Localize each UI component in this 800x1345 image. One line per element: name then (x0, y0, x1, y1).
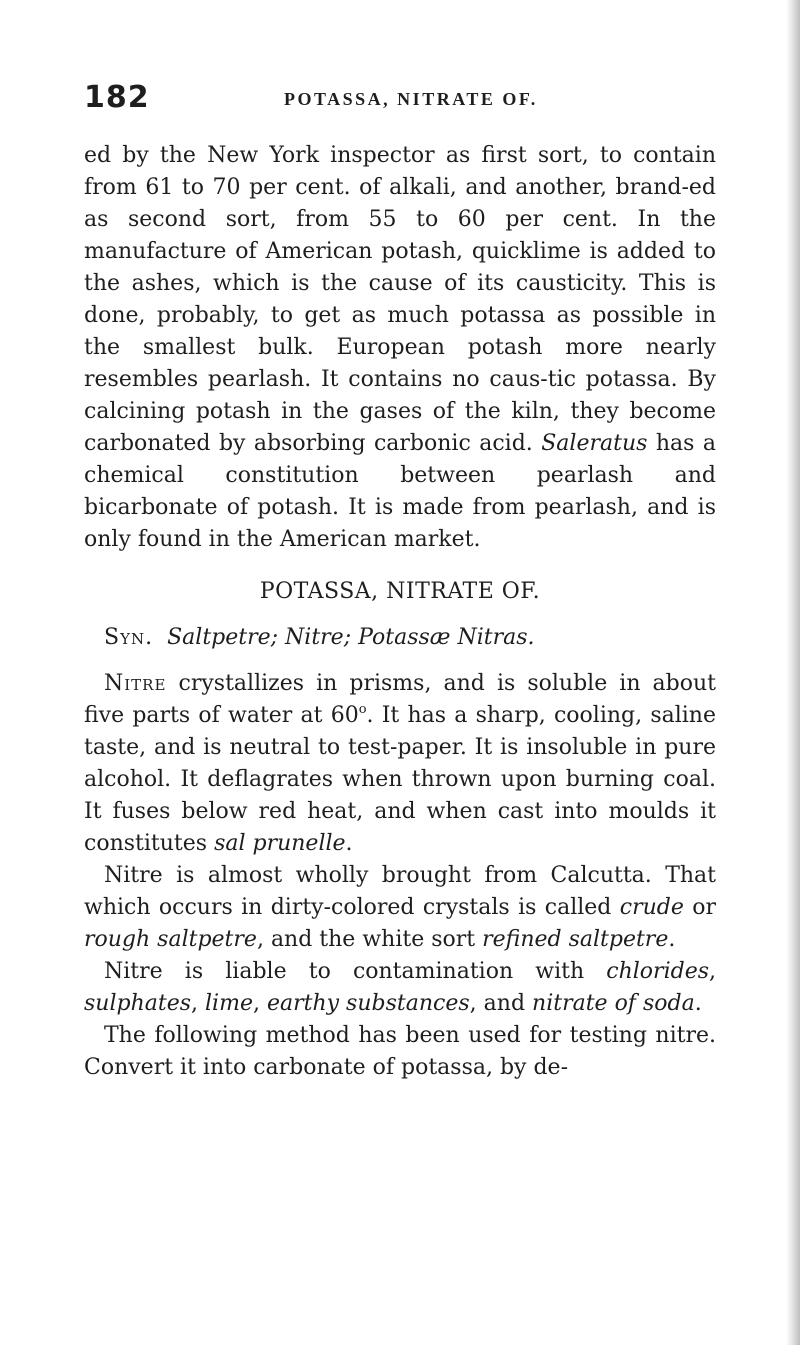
synonyms-text: Saltpetre; Nitre; Potassæ Nitras. (167, 625, 535, 650)
word-or: or (692, 895, 717, 920)
term-nitrate-of-soda: nitrate of soda (532, 991, 695, 1016)
contamination-text: Nitre is liable to contamination with (104, 959, 585, 984)
paragraph-calcutta: Nitre is almost wholly brought from Calcutta. That which occurs in dirty-colored crystals is called crude or rough saltpetre, and the white sort refined saltpetre. (84, 863, 717, 952)
term-refined-saltpetre: refined saltpetre (482, 927, 669, 952)
nitre-text-a: crystallizes in prisms, and is soluble in about five parts of water at 60 (84, 671, 717, 728)
paragraph-potash-text: ed by the New York inspector as first sort, to contain from 61 to 70 per cent. of alkali, and another, brand-ed as second sort, from 55 to 60 per cent. In the manufacture of American potash, quicklime is added to the ashes, which is the cause of its causticity. This is done, probably, to get as much potassa as possible in the smallest bulk. European potash more nearly resembles pearlash. It contains no caus-tic potassa. By calcining potash in the gases of the kiln, they become carbonated by absorbing carbonic acid. (84, 143, 716, 456)
body-text (84, 140, 716, 1084)
word-and: and (483, 991, 526, 1016)
nitre-text-b: . It has a sharp, cooling, saline taste, and is neutral to test-paper. It is insoluble in pure alcohol. It deflagrates when thrown upon burning coal. It fuses below red heat, and when cast into moulds it constitutes (84, 703, 716, 856)
syn-label: Syn. (104, 625, 154, 650)
paragraph-testing: The following method has been used for testing nitre. Convert it into carbonate of potassa, by de- (84, 1023, 716, 1080)
term-saleratus: Saleratus (541, 431, 648, 456)
paragraph-saleratus-text: has a chemical constitution between pearlash and bicarbonate of potash. It is made from pearlash, and is only found in the American market. (84, 431, 717, 552)
page-header (84, 80, 724, 120)
page-edge-shadow (786, 0, 800, 1345)
paragraph-nitre-properties: Nitre crystallizes in prisms, and is soluble in about five parts of water at 60$^o$. It has a sharp, cooling, saline taste, and is neutral to test-paper. It is insoluble in pure alcohol. It deflagrates when thrown upon burning coal. It fuses below red heat, and when cast into moulds it constitutes sal prunelle. (84, 671, 717, 856)
term-crude: crude (619, 895, 684, 920)
term-chlorides: chlorides (606, 959, 709, 984)
term-sulphates: sulphates (84, 991, 192, 1016)
term-lime: lime (205, 991, 253, 1016)
term-sal-prunelle: sal prunelle (214, 831, 346, 856)
nitre-lead: Nitre (104, 671, 167, 696)
paragraph-potash (84, 140, 716, 556)
calcutta-text-a: Nitre is almost wholly brought from Calcutta. That which occurs in dirty-colored crystals is called (84, 863, 716, 920)
running-title: POTASSA, NITRATE OF. (284, 89, 538, 109)
term-earthy-substances: earthy substances (266, 991, 470, 1016)
paragraph-contamination: Nitre is liable to contamination with chlorides, sulphates, lime, earthy substances, and nitrate of soda. (84, 959, 716, 1016)
page-number: 182 (84, 80, 150, 115)
calcutta-text-b: , and the white sort (256, 927, 476, 952)
synonyms-line (84, 622, 716, 654)
section-title: POTASSA, NITRATE OF. (259, 579, 541, 604)
term-rough-saltpetre: rough saltpetre (84, 927, 257, 952)
degree-sign: o (358, 702, 367, 717)
